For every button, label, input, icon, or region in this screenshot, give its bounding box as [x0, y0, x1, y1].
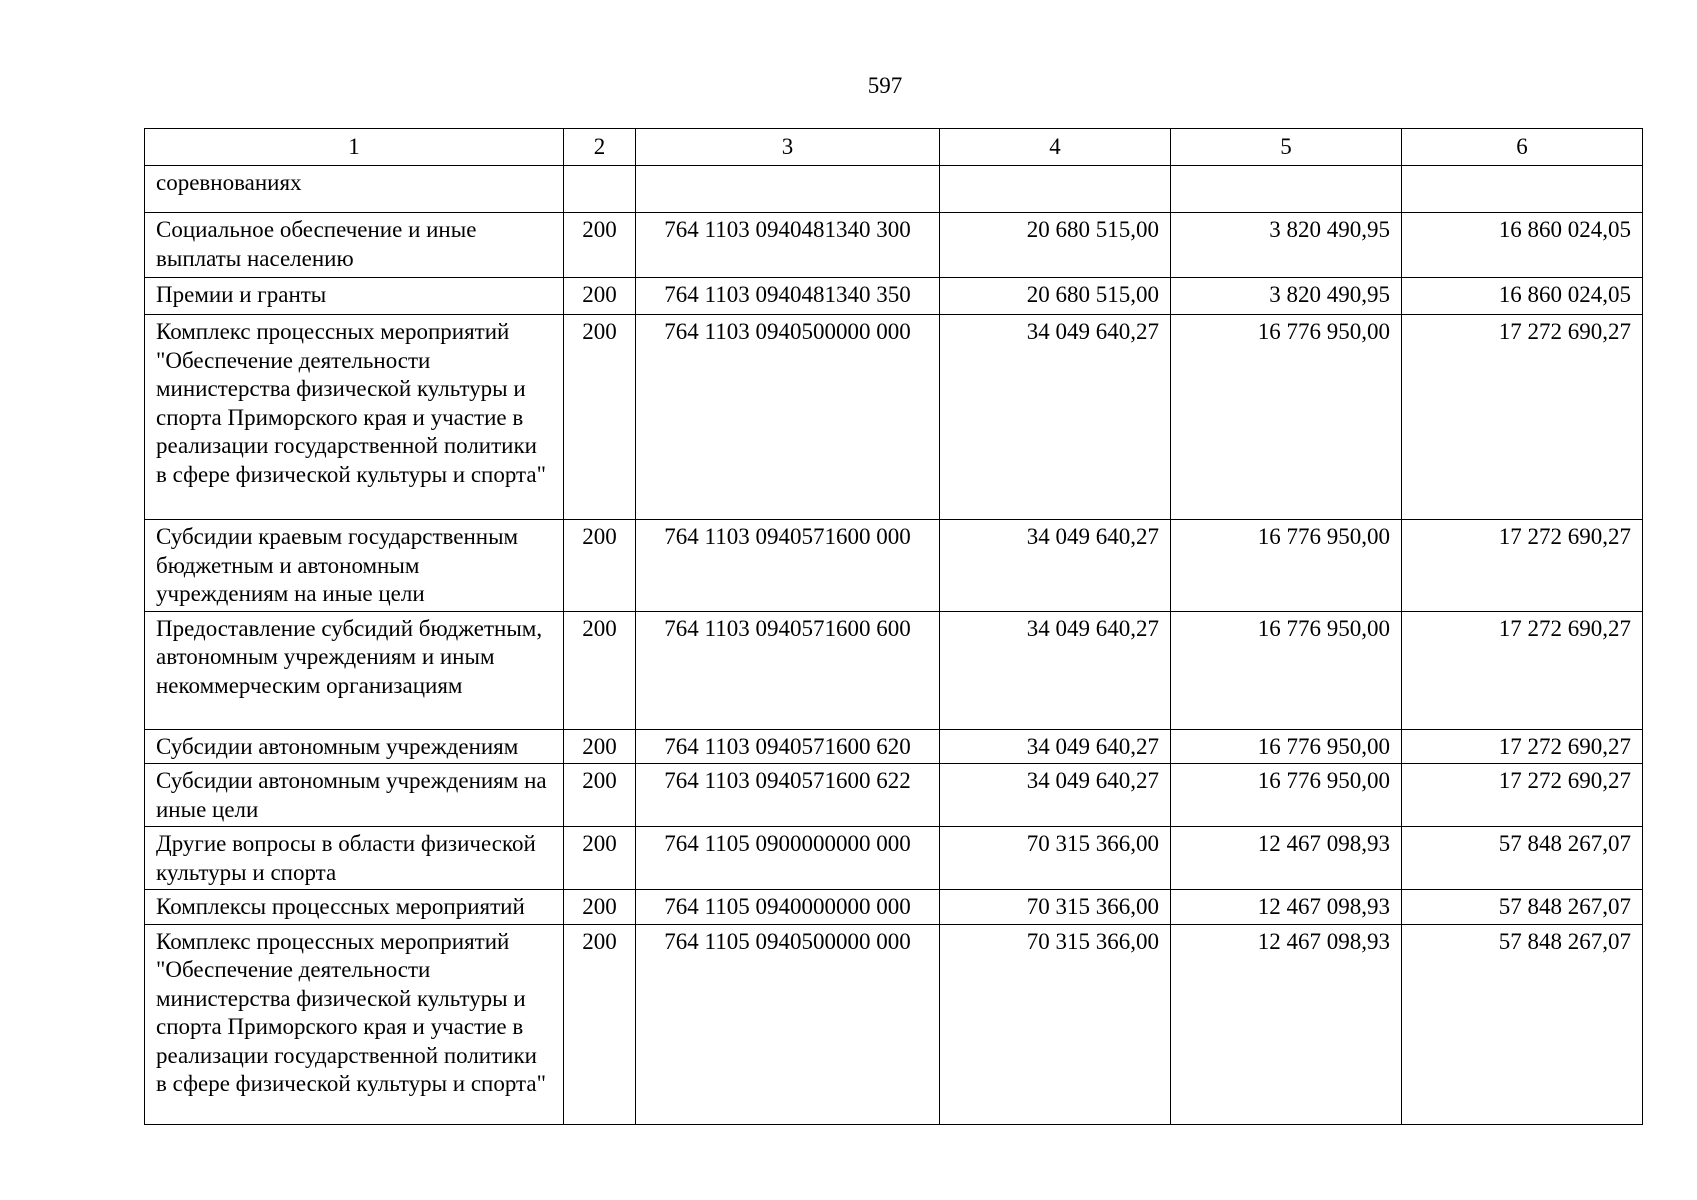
row-col5: 12 467 098,93	[1171, 924, 1402, 1124]
row-col3: 764 1105 0940500000 000	[636, 924, 940, 1124]
row-col6	[1402, 166, 1643, 213]
row-col5: 12 467 098,93	[1171, 890, 1402, 925]
row-col5: 3 820 490,95	[1171, 213, 1402, 278]
row-col4: 20 680 515,00	[940, 278, 1171, 315]
row-col6: 17 272 690,27	[1402, 611, 1643, 729]
row-col5: 16 776 950,00	[1171, 729, 1402, 764]
row-name: Субсидии автономным учреждениям на иные цели	[145, 764, 564, 827]
column-header-2: 2	[564, 129, 636, 166]
column-header-1: 1	[145, 129, 564, 166]
row-col2: 200	[564, 611, 636, 729]
row-col2: 200	[564, 764, 636, 827]
table-row	[145, 764, 1643, 827]
table-header-row	[145, 129, 1643, 166]
row-name: Предоставление субсидий бюджетным, автономным учреждениям и иным некоммерческим организациям	[145, 611, 564, 729]
row-name: Субсидии краевым государственным бюджетным и автономным учреждениям на иные цели	[145, 520, 564, 612]
row-col6: 57 848 267,07	[1402, 890, 1643, 925]
row-col4: 34 049 640,27	[940, 315, 1171, 520]
budget-table	[144, 128, 1643, 1125]
column-header-3: 3	[636, 129, 940, 166]
row-col3	[636, 166, 940, 213]
row-col4: 34 049 640,27	[940, 520, 1171, 612]
table-row	[145, 827, 1643, 890]
row-col5: 16 776 950,00	[1171, 611, 1402, 729]
row-col3: 764 1103 0940481340 300	[636, 213, 940, 278]
row-col4: 70 315 366,00	[940, 890, 1171, 925]
row-name: Комплекс процессных мероприятий "Обеспечение деятельности министерства физической культуры и спорта Приморского края и участие в реализации государственной политики в сфере физической культуры и спорта"	[145, 924, 564, 1124]
row-col5	[1171, 166, 1402, 213]
row-col5: 16 776 950,00	[1171, 315, 1402, 520]
row-col3: 764 1105 0940000000 000	[636, 890, 940, 925]
column-header-5: 5	[1171, 129, 1402, 166]
row-col5: 12 467 098,93	[1171, 827, 1402, 890]
row-col2: 200	[564, 520, 636, 612]
row-col3: 764 1103 0940571600 620	[636, 729, 940, 764]
row-col5: 3 820 490,95	[1171, 278, 1402, 315]
row-col2	[564, 166, 636, 213]
row-col6: 57 848 267,07	[1402, 924, 1643, 1124]
row-col6: 17 272 690,27	[1402, 729, 1643, 764]
page-number: 597	[867, 73, 903, 98]
table-row	[145, 924, 1643, 1124]
row-col2: 200	[564, 924, 636, 1124]
row-name: Комплекс процессных мероприятий "Обеспечение деятельности министерства физической культуры и спорта Приморского края и участие в реализации государственной политики в сфере физической культуры и спорта"	[145, 315, 564, 520]
row-col3: 764 1103 0940500000 000	[636, 315, 940, 520]
row-name: Другие вопросы в области физической культуры и спорта	[145, 827, 564, 890]
row-col3: 764 1103 0940571600 000	[636, 520, 940, 612]
row-col6: 16 860 024,05	[1402, 278, 1643, 315]
table-row	[145, 611, 1643, 729]
row-col2: 200	[564, 827, 636, 890]
row-col5: 16 776 950,00	[1171, 764, 1402, 827]
row-name: Комплексы процессных мероприятий	[145, 890, 564, 925]
row-col4: 34 049 640,27	[940, 729, 1171, 764]
row-name: Премии и гранты	[145, 278, 564, 315]
table-row	[145, 315, 1643, 520]
table-row	[145, 166, 1643, 213]
table-row	[145, 213, 1643, 278]
column-header-4: 4	[940, 129, 1171, 166]
row-col4: 70 315 366,00	[940, 924, 1171, 1124]
row-col3: 764 1103 0940571600 600	[636, 611, 940, 729]
row-col3: 764 1103 0940571600 622	[636, 764, 940, 827]
row-col6: 17 272 690,27	[1402, 764, 1643, 827]
row-col2: 200	[564, 890, 636, 925]
row-col6: 16 860 024,05	[1402, 213, 1643, 278]
row-col2: 200	[564, 278, 636, 315]
table-body	[145, 166, 1643, 1125]
row-col3: 764 1105 0900000000 000	[636, 827, 940, 890]
row-col6: 17 272 690,27	[1402, 520, 1643, 612]
row-col5: 16 776 950,00	[1171, 520, 1402, 612]
row-col2: 200	[564, 213, 636, 278]
row-name: Социальное обеспечение и иные выплаты населению	[145, 213, 564, 278]
row-col4: 34 049 640,27	[940, 611, 1171, 729]
row-col2: 200	[564, 315, 636, 520]
column-header-6: 6	[1402, 129, 1643, 166]
table-row	[145, 890, 1643, 925]
row-col2: 200	[564, 729, 636, 764]
row-name: соревнованиях	[145, 166, 564, 213]
table-row	[145, 729, 1643, 764]
row-name: Субсидии автономным учреждениям	[145, 729, 564, 764]
row-col4: 34 049 640,27	[940, 764, 1171, 827]
row-col6: 57 848 267,07	[1402, 827, 1643, 890]
table-row	[145, 278, 1643, 315]
table-row	[145, 520, 1643, 612]
row-col6: 17 272 690,27	[1402, 315, 1643, 520]
row-col4	[940, 166, 1171, 213]
row-col4: 20 680 515,00	[940, 213, 1171, 278]
row-col4: 70 315 366,00	[940, 827, 1171, 890]
row-col3: 764 1103 0940481340 350	[636, 278, 940, 315]
